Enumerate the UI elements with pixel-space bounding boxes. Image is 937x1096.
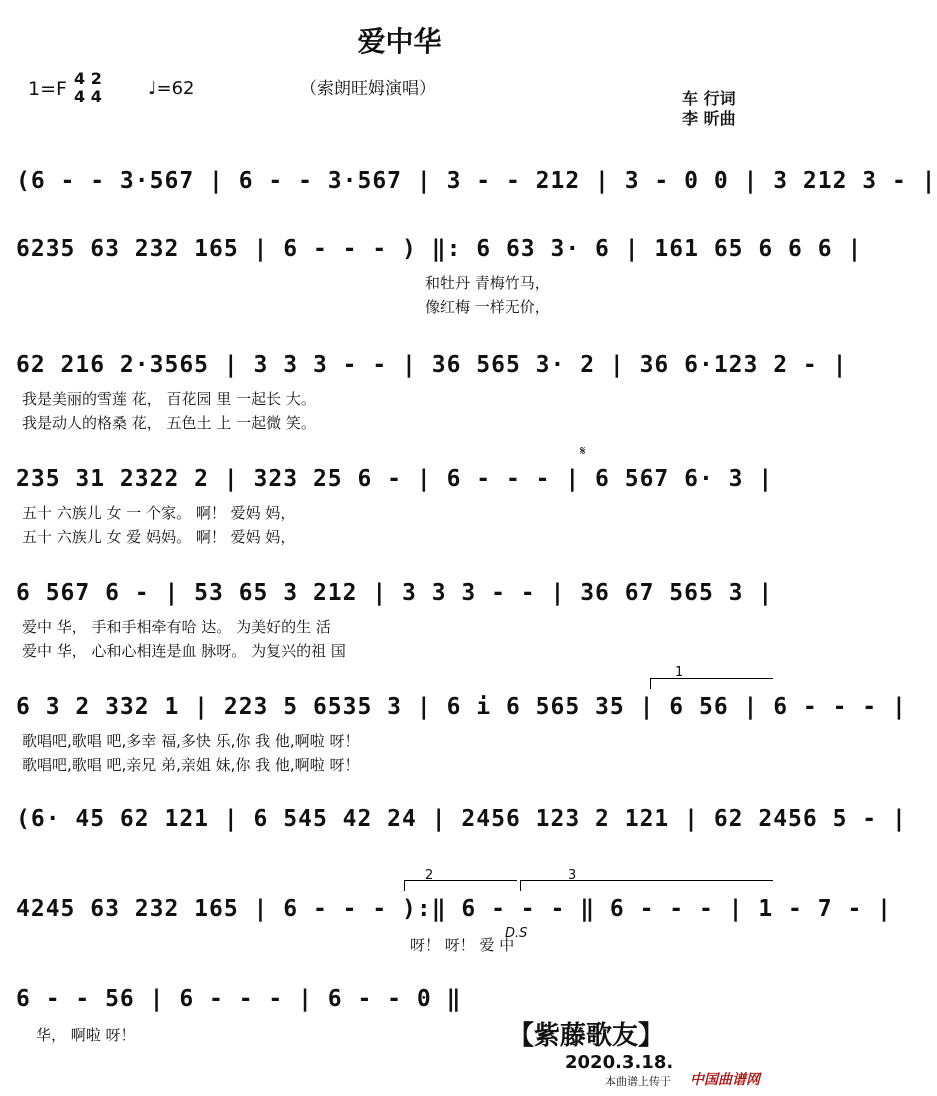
lyric-row-9a: 华， 啊啦 呀！ <box>36 1026 136 1044</box>
lyric-row-6b: 歌唱吧,歌唱 吧,亲兄 弟,亲姐 妹,你 我 他,啊啦 呀！ <box>22 756 360 774</box>
score-row-6: 6 3 2 332 1 | 223 5 6535 3 | 6 i 6 565 35 | 6 56 | 6 - - - | <box>16 694 907 720</box>
lyric-row-3b: 我是动人的格桑 花， 五色土 上 一起微 笑。 <box>22 414 316 432</box>
date-label: 2020.3.18. <box>565 1052 674 1073</box>
brand-label: 【紫藤歌友】 <box>508 1021 665 1051</box>
lyric-row-5b: 爱中 华， 心和心相连是血 脉呀。 为复兴的祖 国 <box>22 642 346 660</box>
score-row-1: (6 - - 3·567 | 6 - - 3·567 | 3 - - 212 | 3 - 0 0 | 3 212 3 - | <box>16 168 937 194</box>
volta-1-bracket <box>650 678 773 689</box>
score-row-7: (6· 45 62 121 | 6 545 42 24 | 2456 123 2 121 | 62 2456 5 - | <box>16 806 907 832</box>
page-title: 爱中华 <box>357 25 442 58</box>
lyric-row-4b: 五十 六族儿 女 爱 妈妈。 啊！ 爱妈 妈， <box>22 528 296 546</box>
volta-2-bracket <box>404 880 517 891</box>
volta-3-label: 3 <box>568 868 577 883</box>
composer-credit: 李 昕曲 <box>682 109 736 128</box>
volta-2-label: 2 <box>425 868 434 883</box>
lyric-row-4a: 五十 六族儿 女 一 个家。 啊！ 爱妈 妈， <box>22 504 296 522</box>
segno-sign: 𝄋 <box>580 444 586 459</box>
score-row-5: 6 567 6 - | 53 65 3 212 | 3 3 3 - - | 36 67 565 3 | <box>16 580 774 606</box>
score-row-2: 6235 63 232 165 | 6 - - - ) ‖: 6 63 3· 6 | 161 65 6 6 6 | <box>16 236 863 262</box>
lyric-row-2a: 和牡丹 青梅竹马， <box>425 274 550 292</box>
upload-note: 本曲谱上传于 <box>605 1075 671 1088</box>
time-signature <box>74 70 102 106</box>
lyric-row-8a: 呀！ 呀！ 爱 中 <box>410 936 515 954</box>
score-row-8: 4245 63 232 165 | 6 - - - ):‖ 6 - - - ‖ 6 - - - | 1 - 7 - | <box>16 896 892 922</box>
score-row-4: 235 31 2322 2 | 323 25 6 - | 6 - - - | 6 567 6· 3 | <box>16 466 774 492</box>
volta-1-label: 1 <box>675 665 684 680</box>
lyricist-credit: 车 行词 <box>682 89 736 108</box>
subtitle: （索朗旺姆演唱） <box>300 79 436 99</box>
lyric-row-2b: 像红梅 一样无价， <box>425 298 550 316</box>
lyric-row-6a: 歌唱吧,歌唱 吧,多幸 福,多快 乐,你 我 他,啊啦 呀！ <box>22 732 360 750</box>
lyric-row-3a: 我是美丽的雪莲 花， 百花园 里 一起长 大。 <box>22 390 316 408</box>
volta-3-bracket <box>520 880 773 891</box>
score-row-3: 62 216 2·3565 | 3 3 3 - - | 36 565 3· 2 | 36 6·123 2 - | <box>16 352 848 378</box>
score-row-9: 6 - - 56 | 6 - - - | 6 - - 0 ‖ <box>16 986 462 1012</box>
meter-top: 4 2 <box>74 69 102 88</box>
dal-segno-mark: D.S <box>505 926 528 941</box>
lyric-row-5a: 爱中 华， 手和手相牵有哈 达。 为美好的生 活 <box>22 618 331 636</box>
key-signature: 1=F <box>28 78 67 100</box>
meter-bottom: 4 4 <box>74 87 102 106</box>
tempo-marking: ♩=62 <box>148 78 195 99</box>
site-logo[interactable]: 中国曲谱网 <box>690 1072 760 1088</box>
